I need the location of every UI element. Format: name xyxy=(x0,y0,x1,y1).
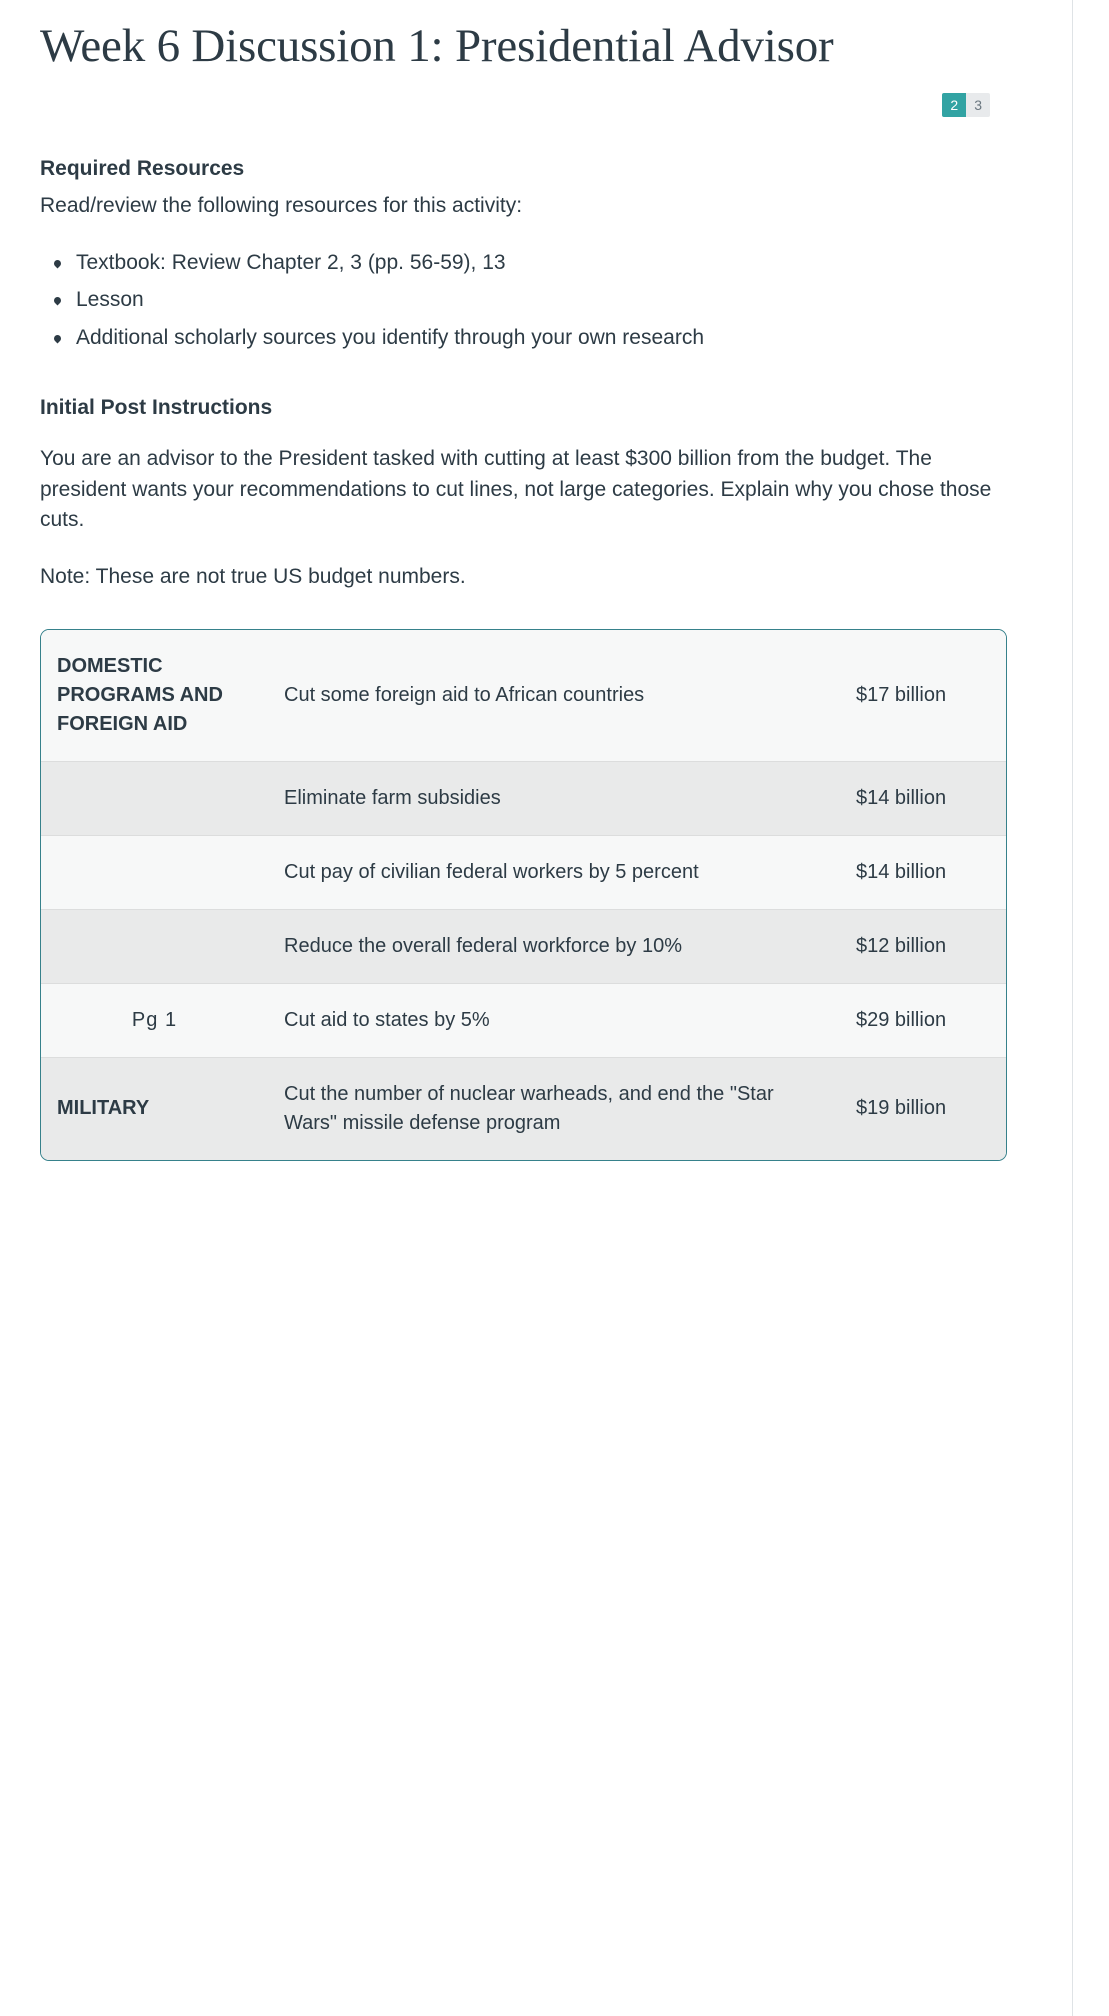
table-cell-category xyxy=(41,909,268,983)
table-cell-category xyxy=(41,761,268,835)
annotation-badges[interactable] xyxy=(942,93,990,117)
table-row xyxy=(41,1057,1007,1160)
table-cell-category: MILITARY xyxy=(41,1057,268,1160)
section-heading-required-resources: Required Resources xyxy=(40,157,245,181)
table-cell-amount: $12 billion xyxy=(840,909,1007,983)
table-cell-amount: $19 billion xyxy=(840,1057,1007,1160)
table-row xyxy=(41,630,1007,762)
table-row xyxy=(41,983,1007,1057)
budget-table xyxy=(41,630,1007,1160)
badge-primary-count[interactable]: 2 xyxy=(942,93,966,117)
initial-post-note: Note: These are not true US budget numbers. xyxy=(40,565,466,589)
table-cell-amount: $29 billion xyxy=(840,983,1007,1057)
required-resources-list xyxy=(40,244,1000,356)
table-cell-amount: $14 billion xyxy=(840,761,1007,835)
table-cell-description: Cut some foreign aid to African countries xyxy=(284,683,645,706)
initial-post-paragraph: You are an advisor to the President tasked with cutting at least $300 billion from the budget. The president wants your recommendations to cut lines, not large categories. Explain why you chose those cuts. xyxy=(40,447,992,532)
table-cell-description: Reduce the overall federal workforce by 10% xyxy=(268,909,840,983)
budget-table-container xyxy=(40,629,1007,1161)
table-cell-description: Eliminate farm subsidies xyxy=(268,761,840,835)
table-cell-description: Cut aid to states by 5% xyxy=(268,983,840,1057)
table-row xyxy=(41,909,1007,983)
badge-row xyxy=(40,93,1000,117)
badge-secondary-count[interactable]: 3 xyxy=(966,93,990,117)
section-heading-initial-post-instructions: Initial Post Instructions xyxy=(40,396,273,420)
list-item: Additional scholarly sources you identify through your own research xyxy=(76,319,1000,356)
table-cell-amount: $14 billion xyxy=(840,835,1007,909)
table-cell-category xyxy=(41,835,268,909)
table-row xyxy=(41,835,1007,909)
table-cell-description: Cut the number of nuclear warheads, and end the "Star Wars" missile defense program xyxy=(268,1057,840,1160)
table-cell-category: DOMESTIC PROGRAMS AND FOREIGN AID xyxy=(57,654,223,735)
required-resources-intro: Read/review the following resources for this activity: xyxy=(40,194,523,218)
right-margin xyxy=(1073,0,1109,2016)
table-cell-page-marker: Pg 1 xyxy=(41,983,268,1057)
table-cell-amount: $17 billion xyxy=(856,683,947,706)
list-item: Lesson xyxy=(76,281,1000,318)
page-title: Week 6 Discussion 1: Presidential Advisor xyxy=(40,20,834,72)
table-row xyxy=(41,761,1007,835)
table-cell-description: Cut pay of civilian federal workers by 5 percent xyxy=(268,835,840,909)
list-item: Textbook: Review Chapter 2, 3 (pp. 56-59), 13 xyxy=(76,244,1000,281)
